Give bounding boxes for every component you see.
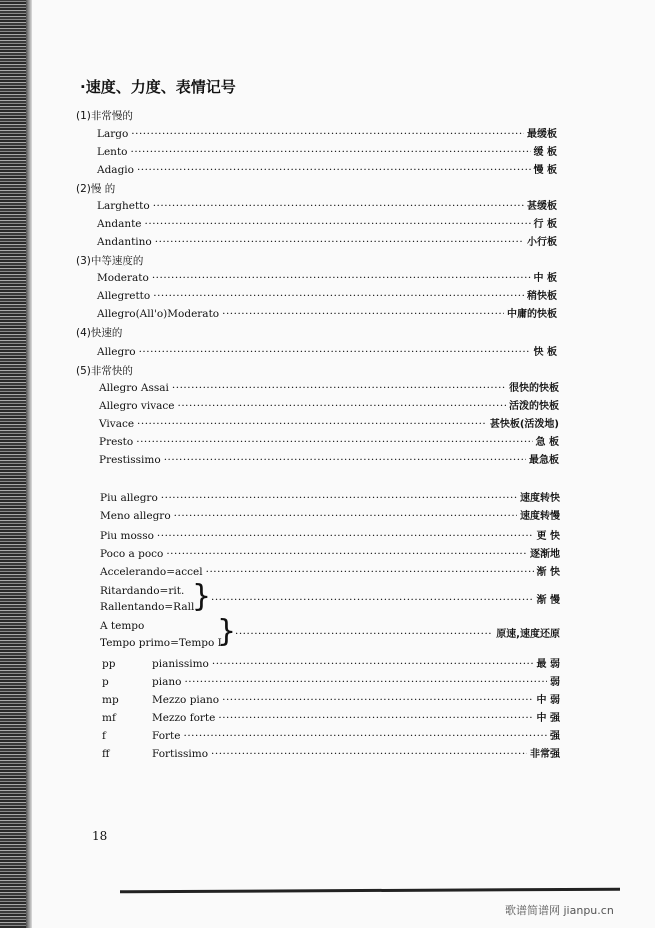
leader-dots	[222, 308, 504, 320]
leader-dots	[206, 566, 534, 578]
term-meaning: 原速,速度还原	[496, 629, 560, 640]
page-number: 18	[92, 829, 108, 843]
term-meaning: 缓 板	[533, 147, 557, 158]
term-italian: Mezzo piano	[152, 694, 220, 706]
term-meaning: 快 板	[533, 347, 557, 358]
term-italian: Meno allegro	[100, 510, 171, 522]
term-italian: pianissimo	[152, 658, 209, 670]
leader-dots	[152, 272, 531, 284]
leader-dots	[178, 400, 507, 412]
leader-dots	[166, 548, 527, 560]
term-row	[100, 637, 222, 653]
term-italian: Mezzo forte	[152, 712, 216, 724]
leader-dots	[157, 530, 534, 542]
leader-dots	[137, 164, 531, 176]
leader-dots	[139, 346, 531, 358]
term-row	[97, 215, 557, 231]
dynamic-abbr: p	[102, 676, 109, 688]
term-row	[97, 233, 557, 249]
watermark: 歌谱简谱网 jianpu.cn	[505, 904, 614, 917]
term-italian: Allegro	[97, 346, 136, 358]
term-italian: Larghetto	[97, 200, 150, 212]
term-italian: Vivace	[99, 418, 135, 430]
term-row	[99, 379, 559, 395]
term-row	[100, 489, 560, 505]
term-italian: Forte	[152, 730, 181, 742]
term-row	[100, 545, 560, 561]
scan-binding-shadow	[26, 0, 32, 928]
term-row	[97, 161, 557, 177]
leader-dots	[164, 454, 526, 466]
term-meaning: 急 板	[535, 437, 559, 448]
term-meaning: 中 板	[533, 273, 557, 284]
term-meaning: 甚缓板	[527, 201, 557, 212]
term-meaning: 甚快板(活泼地)	[489, 419, 559, 430]
leader-dots	[153, 290, 524, 302]
term-row	[100, 585, 184, 601]
leader-dots	[131, 146, 531, 158]
term-meaning: 很快的快板	[509, 383, 559, 394]
term-italian: Moderato	[97, 272, 149, 284]
term-row	[97, 125, 557, 141]
term-italian: Poco a poco	[100, 548, 164, 560]
dynamic-row	[102, 745, 560, 761]
term-italian: piano	[152, 676, 182, 688]
term-row	[97, 343, 557, 359]
term-row	[100, 563, 560, 579]
term-italian: Allegro vivace	[99, 400, 175, 412]
brace: }	[192, 579, 212, 614]
term-italian: Ritardando=rit.	[100, 585, 185, 597]
term-meaning: 最 弱	[536, 659, 560, 670]
term-row	[100, 527, 560, 543]
term-italian: Fortissimo	[152, 748, 209, 760]
category-fast: (4)快速的	[76, 327, 123, 339]
term-italian: Largo	[97, 128, 129, 140]
leader-dots	[155, 236, 524, 248]
leader-dots	[174, 510, 517, 522]
term-row	[97, 143, 557, 159]
term-italian: Allegro Assai	[99, 382, 169, 394]
dynamic-abbr: mf	[102, 712, 116, 724]
term-row	[100, 601, 198, 617]
term-row	[232, 625, 560, 641]
leader-dots	[184, 676, 547, 688]
leader-dots	[145, 218, 531, 230]
dynamic-row	[102, 673, 560, 689]
term-meaning: 慢 板	[533, 165, 557, 176]
term-italian: Presto	[99, 436, 134, 448]
term-row	[99, 397, 559, 413]
leader-dots	[222, 694, 533, 706]
term-italian: A tempo	[100, 620, 145, 632]
term-meaning: 渐 快	[536, 567, 560, 578]
term-row	[100, 507, 560, 523]
term-meaning: 更 快	[536, 531, 560, 542]
dynamic-abbr: mp	[102, 694, 119, 706]
term-italian: Piu allegro	[100, 492, 158, 504]
term-meaning: 中 强	[536, 713, 560, 724]
term-italian: Prestissimo	[99, 454, 161, 466]
category-slow: (2)慢 的	[76, 183, 116, 195]
term-italian: Tempo primo=Tempo I	[100, 637, 222, 649]
leader-dots	[131, 128, 524, 140]
term-row	[99, 451, 559, 467]
term-meaning: 渐 慢	[536, 595, 560, 606]
term-meaning: 小行板	[527, 237, 557, 248]
category-very-fast: (5)非常快的	[76, 365, 133, 377]
dynamic-abbr: ff	[102, 748, 110, 760]
term-italian: Andantino	[97, 236, 152, 248]
term-italian: Adagio	[97, 164, 134, 176]
term-row	[97, 269, 557, 285]
term-row	[100, 620, 144, 636]
section-title: ·速度、力度、表情记号	[80, 78, 236, 96]
term-meaning: 最缓板	[527, 129, 557, 140]
term-meaning: 中庸的快板	[507, 309, 557, 320]
leader-dots	[184, 730, 548, 742]
dynamic-row	[102, 709, 560, 725]
bottom-rule	[120, 888, 620, 894]
term-row	[97, 305, 557, 321]
term-meaning: 速度转快	[520, 493, 560, 504]
term-meaning: 强	[550, 731, 560, 742]
term-row	[99, 433, 559, 449]
term-row	[208, 591, 560, 607]
dynamic-row	[102, 655, 560, 671]
term-italian: Lento	[97, 146, 128, 158]
term-meaning: 弱	[550, 677, 560, 688]
brace: }	[217, 614, 237, 649]
term-meaning: 最急板	[529, 455, 559, 466]
leader-dots	[136, 436, 532, 448]
term-italian: Andante	[97, 218, 142, 230]
dynamic-abbr: pp	[102, 658, 116, 670]
term-meaning: 稍快板	[527, 291, 557, 302]
leader-dots	[211, 594, 534, 606]
leader-dots	[153, 200, 524, 212]
term-meaning: 活泼的快板	[509, 401, 559, 412]
term-meaning: 行 板	[533, 219, 557, 230]
term-italian: Accelerando=accel	[100, 566, 203, 578]
term-row	[97, 287, 557, 303]
term-meaning: 逐渐地	[530, 549, 560, 560]
term-row	[97, 197, 557, 213]
dynamic-abbr: f	[102, 730, 106, 742]
leader-dots	[211, 748, 527, 760]
leader-dots	[218, 712, 533, 724]
term-italian: Piu mosso	[100, 530, 154, 542]
leader-dots	[137, 418, 487, 430]
leader-dots	[212, 658, 534, 670]
term-row	[99, 415, 559, 431]
term-meaning: 中 弱	[536, 695, 560, 706]
leader-dots	[172, 382, 506, 394]
term-italian: Allegro(All'o)Moderato	[97, 308, 220, 320]
term-italian: Allegretto	[97, 290, 151, 302]
term-italian: Rallentando=Rall.	[100, 601, 198, 613]
category-very-slow: (1)非常慢的	[76, 110, 133, 122]
term-meaning: 速度转慢	[520, 511, 560, 522]
term-meaning: 非常强	[530, 749, 560, 760]
scan-binding-edge	[0, 0, 26, 928]
dynamic-row	[102, 727, 560, 743]
leader-dots	[235, 628, 493, 640]
dynamic-row	[102, 691, 560, 707]
category-moderate: (3)中等速度的	[76, 255, 144, 267]
leader-dots	[161, 492, 517, 504]
